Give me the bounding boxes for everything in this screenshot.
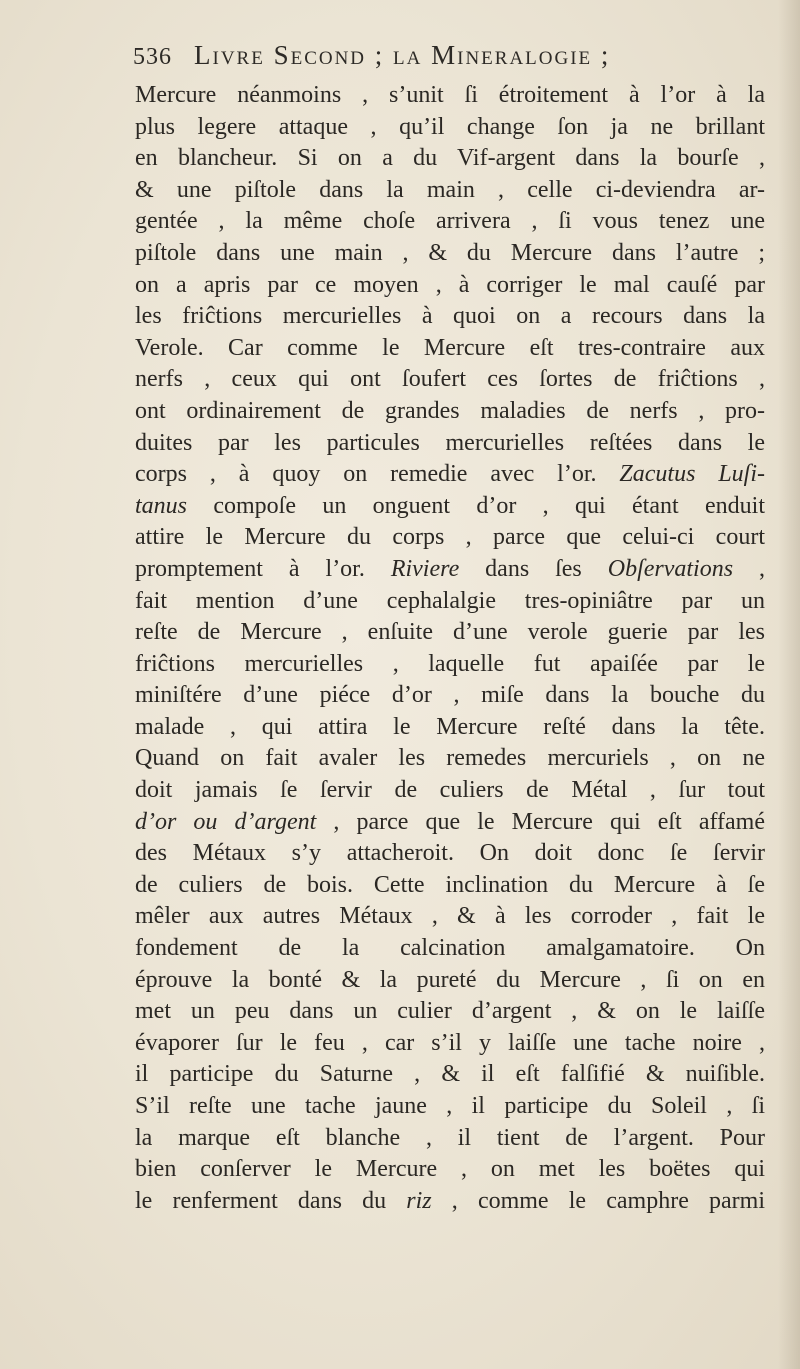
text-span: fondement de la calcination amalgamatoire. On [135,935,765,962]
text-line [135,396,765,428]
text-line [135,333,765,365]
text-span: doit jamais ſe ſervir de culiers de Métal , ſur tout [135,777,765,804]
italic-text: d’or ou d’argent [135,808,317,835]
text-span: miniſtére d’une piéce d’or , miſe dans la bouche du [135,682,765,709]
text-line [135,870,765,902]
text-span: de culiers de bois. Cette inclination du Mercure à ſe [135,871,765,898]
italic-text: Riviere [390,555,460,582]
text-span: éprouve la bonté & la pureté du Mercure , ſi on en [135,966,765,993]
text-span: bien conſerver le Mercure , on met les boëtes qui [135,1156,765,1183]
body-text [135,80,765,1217]
italic-text: Zacutus Luſi- [619,461,765,488]
text-line [135,617,765,649]
text-span: on a apris par ce moyen , à corriger le mal cauſé par [135,271,765,298]
text-line [135,712,765,744]
page-edge-shadow [778,0,800,1369]
text-line [135,491,765,523]
text-line [135,901,765,933]
text-span: Mercure néanmoins , s’unit ſi étroitement à l’or à la [135,82,765,108]
text-span: en blancheur. Si on a du Vif-argent dans la bourſe , [135,145,765,172]
text-line [135,680,765,712]
text-span: friĉtions mercurielles , laquelle fut apaiſée par le [135,650,765,677]
text-span: , [733,555,766,582]
text-span: gentée , la même choſe arrivera , ſi vous tenez une [135,208,765,235]
text-span: , parce que le Mercure qui eſt affamé [316,808,765,835]
text-span: & une piſtole dans la main , celle ci-deviendra ar- [135,176,765,203]
text-line [135,838,765,870]
text-line [135,143,765,175]
text-span: le renferment dans du [135,1187,407,1214]
text-line [135,965,765,997]
text-span: dans ſes [459,555,608,582]
text-line [135,206,765,238]
text-span: les friĉtions mercurielles à quoi on a recours dans la [135,303,765,330]
text-line [135,554,765,586]
text-span: des Métaux s’y attacheroit. On doit donc ſe ſervir [135,840,765,867]
text-line [135,933,765,965]
text-span: duites par les particules mercurielles reſtées dans le [135,429,765,456]
text-line [135,80,765,112]
italic-text: tanus [135,492,188,519]
text-line [135,743,765,775]
text-span: fait mention d’une cephalalgie tres-opiniâtre par un [135,587,765,614]
text-line [135,459,765,491]
text-span: corps , à quoy on remedie avec l’or. [135,461,620,488]
text-line [135,364,765,396]
text-span: , comme le camphre parmi [431,1187,765,1214]
text-span: reſte de Mercure , enſuite d’une verole guerie par les [135,619,765,646]
text-span: mêler aux autres Métaux , & à les corroder , fait le [135,903,765,930]
text-span: piſtole dans une main , & du Mercure dans l’autre ; [135,239,765,266]
italic-text: Obſervations [607,555,734,582]
text-line [135,807,765,839]
text-span: évaporer ſur le feu , car s’il y laiſſe une tache noire , [135,1029,765,1056]
text-line [135,649,765,681]
text-span: met un peu dans un culier d’argent , & on le laiſſe [135,998,765,1025]
text-span: compoſe un onguent d’or , qui étant enduit [187,492,765,519]
text-span: attire le Mercure du corps , parce que celui-ci court [135,524,765,551]
text-line [135,175,765,207]
text-span: il participe du Saturne , & il eſt falſifié & nuiſible. [135,1061,765,1088]
italic-text: riz [406,1187,432,1214]
text-line [135,1154,765,1186]
text-line [135,1186,765,1218]
text-line [135,586,765,618]
text-line [135,238,765,270]
text-span: nerfs , ceux qui ont ſoufert ces ſortes de friĉtions , [135,366,765,393]
page-number: 536 [133,44,172,70]
text-span: Quand on fait avaler les remedes mercuriels , on ne [135,745,765,772]
text-span: promptement à l’or. [135,555,391,582]
text-line [135,301,765,333]
text-span: la marque eſt blanche , il tient de l’argent. Pour [135,1124,765,1151]
text-span: Verole. Car comme le Mercure eſt tres-contraire aux [135,334,765,361]
text-span: ont ordinairement de grandes maladies de nerfs , pro- [135,397,765,424]
text-line [135,1123,765,1155]
page-header [133,40,773,80]
text-line [135,270,765,302]
text-line [135,1091,765,1123]
text-line [135,1059,765,1091]
running-head: Livre Second ; la Mineralogie ; [194,40,611,70]
text-line [135,522,765,554]
text-span: plus legere attaque , qu’il change ſon ja ne brillant [135,113,765,140]
text-line [135,428,765,460]
text-line [135,775,765,807]
text-line [135,112,765,144]
text-line [135,996,765,1028]
text-line [135,1028,765,1060]
text-span: S’il reſte une tache jaune , il participe du Soleil , ſi [135,1093,765,1119]
text-span: malade , qui attira le Mercure reſté dans la tête. [135,713,765,740]
